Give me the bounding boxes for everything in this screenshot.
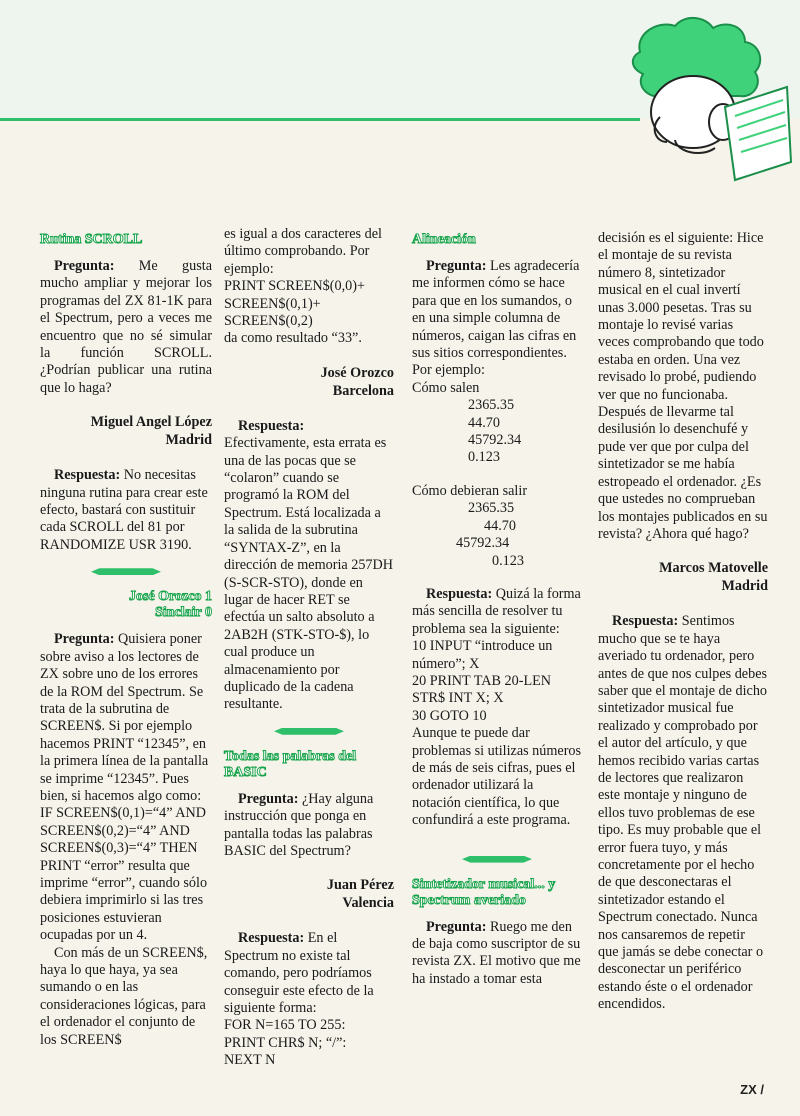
header-rule — [0, 118, 640, 121]
number-value: 45792.34 — [456, 535, 510, 552]
signature-name: Miguel Angel López — [90, 414, 212, 431]
signature-city: Madrid — [721, 578, 768, 595]
answer-text: Efectivamente, esta errata es una de las pocas que se “colaron” cuando se programó la ROM del Spectrum. Está localizada a la salida de la subrutina “SYNTAX-Z”, en la dirección de memoria 257DH (S-SCR-STO), donde en lugar de hacer RET se efectúa un salto absoluto a 2AB2H (STK-STO-$), lo cual produce un almacenamiento por duplicado de la cadena resultante. — [224, 435, 394, 713]
number-list-unaligned — [468, 397, 582, 467]
answer-text: Sentimos mucho que se te haya averiado tu ordenador, pero antes de que nos culpes debes saber que el montaje de dicho sintetizador musical fue realizado y comprobado por el autor del artículo, y que hemos recibido varias cartas de lectores que realizaron este montaje y ninguno de ellos tuvo problemas de ese tipo. Es muy probable que el error fuera tuyo, y más concretamente por el hecho de que desconectaras el sintetizador estando el Spectrum conectado. Nunca nos cansaremos de repetir que jamás se debe conectar o desconectar un periférico estando éste o el ordenador encendidos. — [598, 613, 768, 1013]
answer-scroll — [40, 467, 212, 554]
signature-name: Marcos Matovelle — [659, 560, 768, 577]
answer-sintetizador — [598, 613, 768, 1013]
question-basic — [224, 791, 394, 861]
question-label: Pregunta: — [238, 790, 299, 807]
question-alineacion — [412, 258, 582, 380]
section-title-line-2: Sinclair 0 — [155, 605, 212, 621]
number-value: 0.123 — [492, 552, 524, 569]
question-label: Pregunta: — [54, 258, 115, 274]
signature-name: José Orozco — [320, 364, 394, 381]
label-como-debieran: Cómo debieran salir — [412, 482, 528, 499]
signature-juan — [224, 876, 394, 912]
section-title-palabras-basic: Todas las palabras del BASIC — [224, 748, 357, 780]
number-item — [412, 518, 532, 535]
paragraph-continued: es igual a dos caracteres del último comprobando. Por ejemplo: — [224, 226, 382, 277]
code-example-tab: 10 INPUT “introduce un número”; X 20 PRINT TAB 20-LEN STR$ INT X; X 30 GOTO 10 — [412, 638, 553, 724]
reader-mascot-illustration — [605, 12, 795, 182]
label-como-salen: Cómo salen — [412, 379, 480, 396]
answer-text-continued: Aunque te puede dar problemas si utilizas números de más de seis cifras, pues el ordenador utilizará la notación científica, lo que confundirá a este programa. — [412, 725, 582, 829]
section-title-line-1: José Orozco 1 — [129, 589, 212, 605]
question-label: Pregunta: — [426, 258, 487, 274]
question-sintetizador-continued: decisión es el siguiente: Hice el montaje de su revista número 8, sintetizador musical en el cual invertí unas 3.000 pesetas. Tras su montaje lo revisé varias veces comprobando que todo estaba en orden. Una vez revisado lo probé, pudiendo ver que no funcionaba. Después de llevarme tal desilusión lo desenchufé y pude ver que por culpa del sintetizador se me había estropeado el ordenador. ¿Es que ustedes no comprueban los montajes publicados en su revista? ¿Ahora qué hago? — [598, 230, 768, 542]
question-scroll — [40, 258, 212, 397]
code-example-chr: FOR N=165 TO 255: PRINT CHR$ N; “/”: NEXT N — [224, 1017, 347, 1069]
column-1 — [40, 226, 212, 1049]
section-title-jose-orozco — [40, 589, 212, 621]
answer-alineacion — [412, 586, 582, 638]
section-divider — [274, 728, 344, 735]
question-label: Pregunta: — [426, 918, 487, 935]
answer-text: En el Spectrum no existe tal comando, pero podríamos conseguir este efecto de la siguiente forma: — [224, 930, 374, 1016]
column-2 — [224, 226, 394, 1070]
answer-label: Respuesta: — [238, 930, 305, 947]
answer-text: Quizá la forma más sencilla de resolver tu problema sea la siguiente: — [412, 585, 581, 637]
page-footer: ZX / — [740, 1082, 764, 1097]
answer-label: Respuesta: — [426, 585, 493, 602]
answer-text: No necesitas ninguna rutina para crear este efecto, bastará con sustituir cada SCROLL del 81 por RANDOMIZE USR 3190. — [40, 467, 208, 553]
signature-city: Barcelona — [332, 382, 394, 399]
signature-marcos — [598, 559, 768, 595]
number-item — [412, 553, 532, 570]
number-item: 2365.35 — [468, 397, 515, 414]
number-item: 45792.34 — [468, 432, 522, 449]
section-title-sintetizador: Sintetizador musical... y Spectrum averiado — [412, 876, 556, 908]
number-item — [412, 500, 532, 517]
answer-label: Respuesta: — [54, 467, 121, 484]
signature-jose — [224, 364, 394, 400]
answer-basic — [224, 930, 394, 1017]
number-value: 44.70 — [484, 517, 516, 534]
code-example-screen: PRINT SCREEN$(0,0)+ SCREEN$(0,1)+ SCREEN$(0,2) — [224, 278, 365, 330]
column-4 — [598, 230, 768, 1014]
answer-label: Respuesta: — [238, 417, 305, 434]
question-screen — [40, 631, 212, 944]
number-list-aligned — [412, 500, 532, 570]
number-value: 2365.35 — [468, 500, 515, 517]
number-item: 0.123 — [468, 449, 500, 466]
number-item: 44.70 — [468, 414, 500, 431]
paragraph-screen-continued: Con más de un SCREEN$, haya lo que haya, ya sea sumando o en las consideraciones lógicas, para el ordenador el conjunto de los SCREEN$ — [40, 944, 208, 1048]
question-label: Pregunta: — [54, 631, 115, 648]
signature-city: Valencia — [342, 895, 394, 912]
section-title-alineacion: Alineación — [412, 232, 476, 247]
signature-miguel — [40, 413, 212, 449]
question-text: Me gusta mucho ampliar y mejorar los programas del ZX 81-1K para el Spectrum, pero a veces me encuentro que no sé simular la función SCROLL. ¿Podrían publicar una rutina que lo haga? — [40, 258, 212, 396]
section-divider — [462, 856, 532, 863]
question-text: Ruego me den de baja como suscriptor de su revista ZX. El motivo que me ha instado a tomar esta — [412, 918, 581, 987]
question-text: Quisiera poner sobre aviso a los lectores de ZX sobre uno de los errores de la ROM del Spectrum. Se trata de la subrutina de SCREEN$. Si por ejemplo hacemos PRINT “12345”, en la primera línea de la pantalla se imprime “12345”. Pues bien, si hacemos algo como: IF SCREEN$(0,1)=“4” AND SCREEN$(0,2)=“4” AND SCREEN$(0,3)=“4” THEN PRINT “error” resulta que imprime “error”, cuando sólo debiera imprimirlo si las tres posiciones estuvieran ocupadas por un 4. — [40, 631, 209, 944]
question-text: ¿Hay alguna instrucción que ponga en pantalla todas las palabras BASIC del Spectrum? — [224, 790, 374, 859]
section-title-rutina-scroll: Rutina SCROLL — [40, 232, 143, 247]
question-sintetizador — [412, 919, 582, 989]
signature-name: Juan Pérez — [326, 877, 394, 894]
column-3 — [412, 226, 582, 988]
section-divider — [91, 568, 161, 575]
paragraph-result: da como resultado “33”. — [224, 330, 362, 347]
number-item — [412, 535, 532, 552]
signature-city: Madrid — [165, 432, 212, 449]
question-text: Les agradecería me informen cómo se hace para que en los sumandos, o en una simple columna de números, caigan las cifras en sus sitios correspondientes. Por ejemplo: — [412, 258, 580, 379]
answer-label: Respuesta: — [612, 613, 679, 630]
